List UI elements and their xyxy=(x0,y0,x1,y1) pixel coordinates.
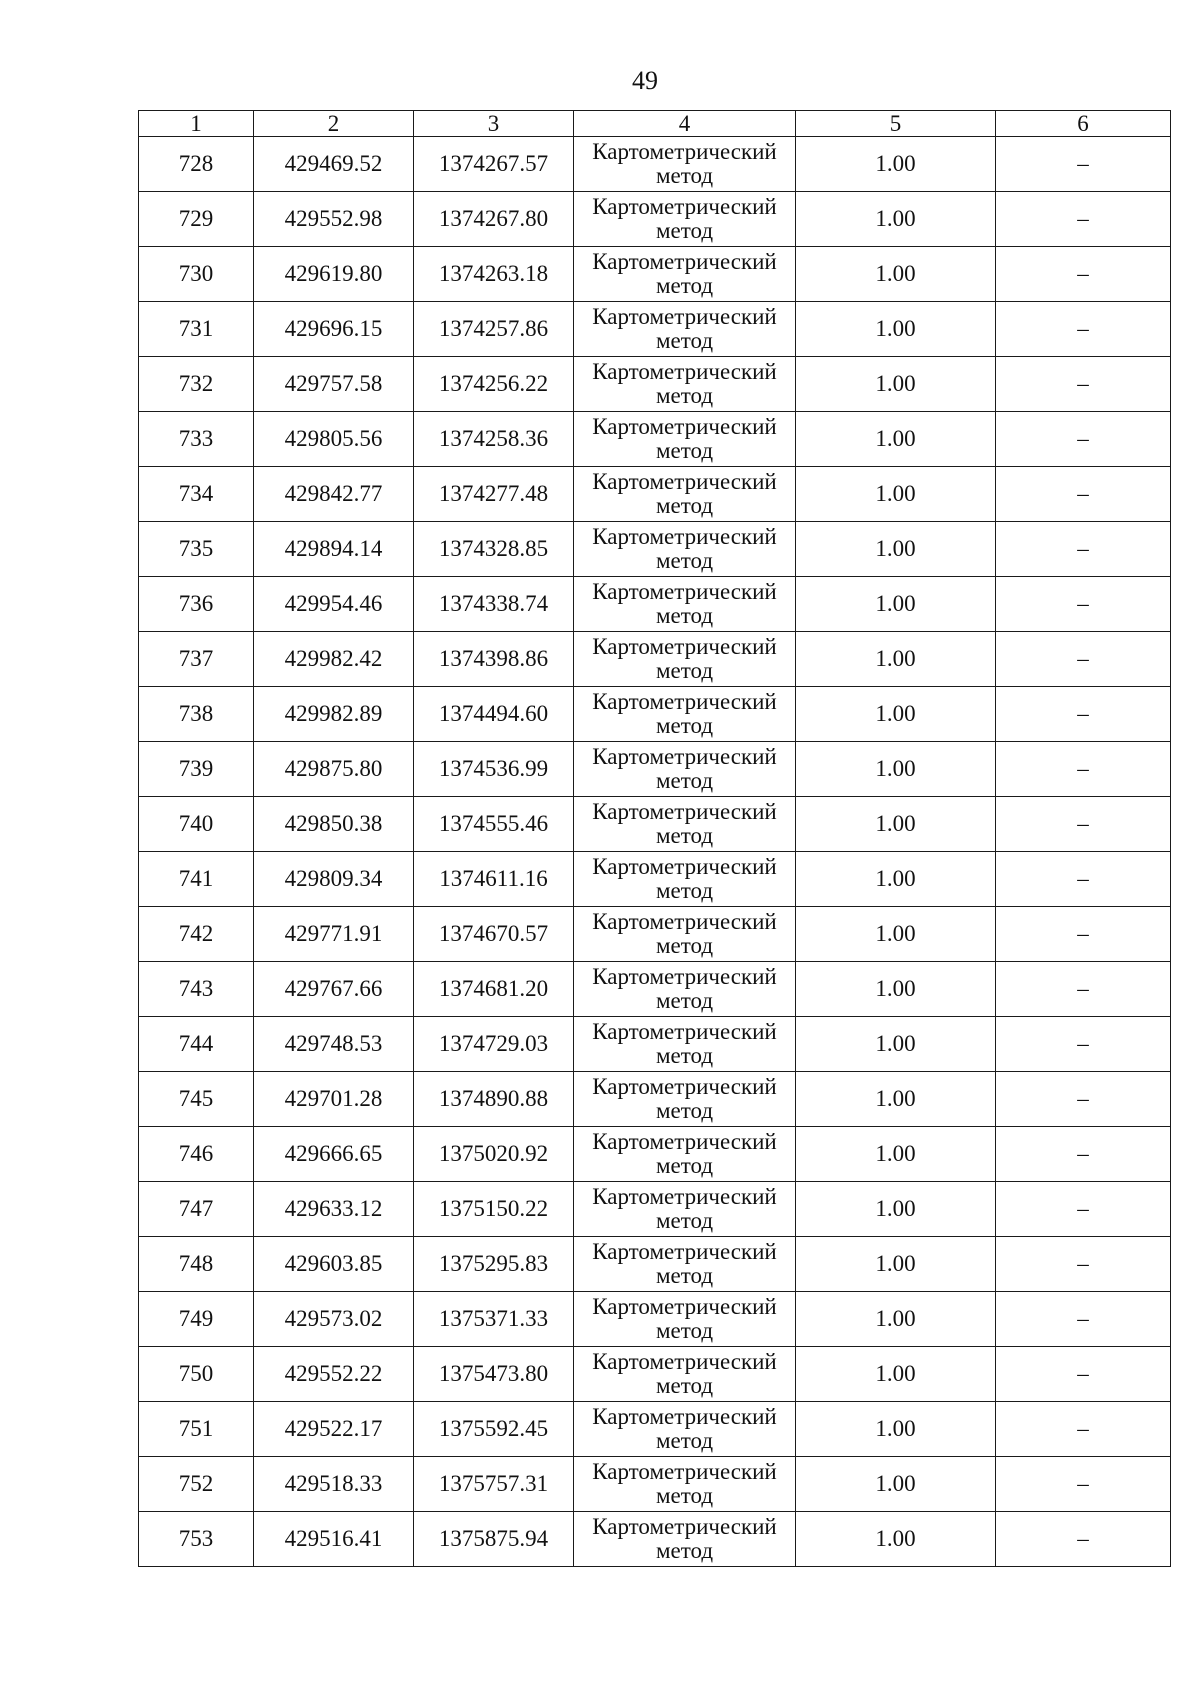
method-line-1: Картометрический xyxy=(592,909,777,934)
accuracy-cell: 1.00 xyxy=(796,192,996,247)
method-line-2: метод xyxy=(655,438,714,463)
method-line-1: Картометрический xyxy=(592,194,777,219)
accuracy-cell: 1.00 xyxy=(796,1182,996,1237)
y-coordinate-cell: 1375295.83 xyxy=(414,1237,574,1292)
method-line-1: Картометрический xyxy=(592,799,777,824)
accuracy-cell: 1.00 xyxy=(796,137,996,192)
method-line-1: Картометрический xyxy=(592,249,777,274)
y-coordinate-cell: 1375371.33 xyxy=(414,1292,574,1347)
note-cell: – xyxy=(996,357,1171,412)
method-line-1: Картометрический xyxy=(592,1129,777,1154)
x-coordinate-cell: 429875.80 xyxy=(254,742,414,797)
point-number-cell: 744 xyxy=(139,1017,254,1072)
table-row xyxy=(139,962,1171,1017)
point-number-cell: 735 xyxy=(139,522,254,577)
table-row xyxy=(139,412,1171,467)
point-number-cell: 731 xyxy=(139,302,254,357)
table-row xyxy=(139,1237,1171,1292)
note-cell: – xyxy=(996,907,1171,962)
note-cell: – xyxy=(996,247,1171,302)
method-line-1: Картометрический xyxy=(592,1404,777,1429)
accuracy-cell: 1.00 xyxy=(796,357,996,412)
method-line-1: Картометрический xyxy=(592,139,777,164)
method-cell xyxy=(574,302,796,357)
accuracy-cell: 1.00 xyxy=(796,412,996,467)
coordinates-table xyxy=(138,110,1171,1567)
table-row xyxy=(139,467,1171,522)
point-number-cell: 733 xyxy=(139,412,254,467)
method-line-2: метод xyxy=(655,1153,714,1178)
x-coordinate-cell: 429633.12 xyxy=(254,1182,414,1237)
y-coordinate-cell: 1375875.94 xyxy=(414,1512,574,1567)
y-coordinate-cell: 1374729.03 xyxy=(414,1017,574,1072)
accuracy-cell: 1.00 xyxy=(796,1347,996,1402)
point-number-cell: 745 xyxy=(139,1072,254,1127)
accuracy-cell: 1.00 xyxy=(796,687,996,742)
accuracy-cell: 1.00 xyxy=(796,852,996,907)
accuracy-cell: 1.00 xyxy=(796,1237,996,1292)
method-line-1: Картометрический xyxy=(592,1184,777,1209)
x-coordinate-cell: 429757.58 xyxy=(254,357,414,412)
method-line-1: Картометрический xyxy=(592,524,777,549)
method-line-2: метод xyxy=(655,1373,714,1398)
point-number-cell: 734 xyxy=(139,467,254,522)
point-number-cell: 751 xyxy=(139,1402,254,1457)
x-coordinate-cell: 429771.91 xyxy=(254,907,414,962)
method-cell xyxy=(574,797,796,852)
method-line-1: Картометрический xyxy=(592,1294,777,1319)
x-coordinate-cell: 429573.02 xyxy=(254,1292,414,1347)
method-line-2: метод xyxy=(655,218,714,243)
table-row xyxy=(139,1182,1171,1237)
point-number-cell: 741 xyxy=(139,852,254,907)
x-coordinate-cell: 429518.33 xyxy=(254,1457,414,1512)
accuracy-cell: 1.00 xyxy=(796,1127,996,1182)
accuracy-cell: 1.00 xyxy=(796,467,996,522)
table-row xyxy=(139,1457,1171,1512)
point-number-cell: 742 xyxy=(139,907,254,962)
method-line-1: Картометрический xyxy=(592,1514,777,1539)
method-cell xyxy=(574,1072,796,1127)
table-row xyxy=(139,1512,1171,1567)
table-row xyxy=(139,797,1171,852)
method-cell xyxy=(574,1402,796,1457)
table-row xyxy=(139,632,1171,687)
note-cell: – xyxy=(996,1182,1171,1237)
y-coordinate-cell: 1374494.60 xyxy=(414,687,574,742)
x-coordinate-cell: 429552.22 xyxy=(254,1347,414,1402)
method-cell xyxy=(574,687,796,742)
note-cell: – xyxy=(996,1292,1171,1347)
note-cell: – xyxy=(996,632,1171,687)
y-coordinate-cell: 1374267.57 xyxy=(414,137,574,192)
y-coordinate-cell: 1375473.80 xyxy=(414,1347,574,1402)
method-line-1: Картометрический xyxy=(592,744,777,769)
table-body xyxy=(139,137,1171,1567)
y-coordinate-cell: 1374328.85 xyxy=(414,522,574,577)
header-cell: 6 xyxy=(996,111,1171,137)
x-coordinate-cell: 429701.28 xyxy=(254,1072,414,1127)
method-line-2: метод xyxy=(655,1483,714,1508)
method-line-2: метод xyxy=(655,1098,714,1123)
x-coordinate-cell: 429982.42 xyxy=(254,632,414,687)
note-cell: – xyxy=(996,742,1171,797)
method-line-2: метод xyxy=(655,1318,714,1343)
table-row xyxy=(139,1072,1171,1127)
point-number-cell: 728 xyxy=(139,137,254,192)
method-cell xyxy=(574,1237,796,1292)
method-line-2: метод xyxy=(655,1538,714,1563)
x-coordinate-cell: 429666.65 xyxy=(254,1127,414,1182)
method-line-1: Картометрический xyxy=(592,469,777,494)
note-cell: – xyxy=(996,1237,1171,1292)
note-cell: – xyxy=(996,1017,1171,1072)
method-line-2: метод xyxy=(655,1263,714,1288)
point-number-cell: 749 xyxy=(139,1292,254,1347)
y-coordinate-cell: 1374258.36 xyxy=(414,412,574,467)
x-coordinate-cell: 429748.53 xyxy=(254,1017,414,1072)
table-row xyxy=(139,1017,1171,1072)
x-coordinate-cell: 429469.52 xyxy=(254,137,414,192)
note-cell: – xyxy=(996,412,1171,467)
note-cell: – xyxy=(996,1072,1171,1127)
method-line-1: Картометрический xyxy=(592,1074,777,1099)
point-number-cell: 747 xyxy=(139,1182,254,1237)
point-number-cell: 732 xyxy=(139,357,254,412)
y-coordinate-cell: 1374256.22 xyxy=(414,357,574,412)
page-number: 49 xyxy=(632,66,658,95)
x-coordinate-cell: 429954.46 xyxy=(254,577,414,632)
y-coordinate-cell: 1374890.88 xyxy=(414,1072,574,1127)
x-coordinate-cell: 429516.41 xyxy=(254,1512,414,1567)
method-cell xyxy=(574,962,796,1017)
method-line-1: Картометрический xyxy=(592,689,777,714)
method-cell xyxy=(574,852,796,907)
point-number-cell: 730 xyxy=(139,247,254,302)
y-coordinate-cell: 1374277.48 xyxy=(414,467,574,522)
table-row xyxy=(139,357,1171,412)
point-number-cell: 750 xyxy=(139,1347,254,1402)
method-cell xyxy=(574,742,796,797)
note-cell: – xyxy=(996,962,1171,1017)
method-cell xyxy=(574,137,796,192)
x-coordinate-cell: 429982.89 xyxy=(254,687,414,742)
note-cell: – xyxy=(996,1347,1171,1402)
y-coordinate-cell: 1374267.80 xyxy=(414,192,574,247)
method-line-1: Картометрический xyxy=(592,304,777,329)
point-number-cell: 729 xyxy=(139,192,254,247)
y-coordinate-cell: 1374263.18 xyxy=(414,247,574,302)
y-coordinate-cell: 1374398.86 xyxy=(414,632,574,687)
x-coordinate-cell: 429894.14 xyxy=(254,522,414,577)
method-cell xyxy=(574,412,796,467)
method-line-2: метод xyxy=(655,493,714,518)
y-coordinate-cell: 1375757.31 xyxy=(414,1457,574,1512)
y-coordinate-cell: 1374257.86 xyxy=(414,302,574,357)
method-line-1: Картометрический xyxy=(592,414,777,439)
table-row xyxy=(139,247,1171,302)
method-line-2: метод xyxy=(655,383,714,408)
accuracy-cell: 1.00 xyxy=(796,247,996,302)
y-coordinate-cell: 1374338.74 xyxy=(414,577,574,632)
method-line-2: метод xyxy=(655,823,714,848)
y-coordinate-cell: 1375150.22 xyxy=(414,1182,574,1237)
accuracy-cell: 1.00 xyxy=(796,1512,996,1567)
method-cell xyxy=(574,467,796,522)
table-row xyxy=(139,907,1171,962)
x-coordinate-cell: 429552.98 xyxy=(254,192,414,247)
x-coordinate-cell: 429619.80 xyxy=(254,247,414,302)
accuracy-cell: 1.00 xyxy=(796,1402,996,1457)
table-row xyxy=(139,192,1171,247)
method-cell xyxy=(574,357,796,412)
y-coordinate-cell: 1374670.57 xyxy=(414,907,574,962)
note-cell: – xyxy=(996,467,1171,522)
y-coordinate-cell: 1374681.20 xyxy=(414,962,574,1017)
accuracy-cell: 1.00 xyxy=(796,1017,996,1072)
method-line-1: Картометрический xyxy=(592,854,777,879)
method-line-2: метод xyxy=(655,658,714,683)
method-line-1: Картометрический xyxy=(592,1349,777,1374)
accuracy-cell: 1.00 xyxy=(796,962,996,1017)
y-coordinate-cell: 1375592.45 xyxy=(414,1402,574,1457)
header-cell: 1 xyxy=(139,111,254,137)
point-number-cell: 752 xyxy=(139,1457,254,1512)
x-coordinate-cell: 429603.85 xyxy=(254,1237,414,1292)
method-line-1: Картометрический xyxy=(592,359,777,384)
point-number-cell: 738 xyxy=(139,687,254,742)
header-cell: 5 xyxy=(796,111,996,137)
point-number-cell: 740 xyxy=(139,797,254,852)
method-cell xyxy=(574,1017,796,1072)
method-cell xyxy=(574,907,796,962)
table-row xyxy=(139,687,1171,742)
method-cell xyxy=(574,1512,796,1567)
header-cell: 3 xyxy=(414,111,574,137)
note-cell: – xyxy=(996,522,1171,577)
accuracy-cell: 1.00 xyxy=(796,1072,996,1127)
method-line-2: метод xyxy=(655,878,714,903)
method-cell xyxy=(574,1292,796,1347)
table-row xyxy=(139,522,1171,577)
method-cell xyxy=(574,192,796,247)
method-line-1: Картометрический xyxy=(592,1019,777,1044)
table-row xyxy=(139,742,1171,797)
table-row xyxy=(139,1127,1171,1182)
header-row xyxy=(139,111,1171,137)
x-coordinate-cell: 429522.17 xyxy=(254,1402,414,1457)
method-line-2: метод xyxy=(655,1428,714,1453)
table-row xyxy=(139,1292,1171,1347)
accuracy-cell: 1.00 xyxy=(796,907,996,962)
note-cell: – xyxy=(996,1457,1171,1512)
note-cell: – xyxy=(996,797,1171,852)
x-coordinate-cell: 429696.15 xyxy=(254,302,414,357)
method-line-2: метод xyxy=(655,163,714,188)
method-line-1: Картометрический xyxy=(592,634,777,659)
accuracy-cell: 1.00 xyxy=(796,302,996,357)
method-line-2: метод xyxy=(655,1208,714,1233)
header-cell: 2 xyxy=(254,111,414,137)
method-cell xyxy=(574,1457,796,1512)
note-cell: – xyxy=(996,1512,1171,1567)
x-coordinate-cell: 429809.34 xyxy=(254,852,414,907)
method-cell xyxy=(574,247,796,302)
method-line-2: метод xyxy=(655,768,714,793)
table-row xyxy=(139,137,1171,192)
table-row xyxy=(139,302,1171,357)
accuracy-cell: 1.00 xyxy=(796,1457,996,1512)
method-line-2: метод xyxy=(655,713,714,738)
accuracy-cell: 1.00 xyxy=(796,577,996,632)
header-cell: 4 xyxy=(574,111,796,137)
x-coordinate-cell: 429805.56 xyxy=(254,412,414,467)
method-line-1: Картометрический xyxy=(592,1239,777,1264)
x-coordinate-cell: 429850.38 xyxy=(254,797,414,852)
method-line-1: Картометрический xyxy=(592,964,777,989)
accuracy-cell: 1.00 xyxy=(796,1292,996,1347)
table-row xyxy=(139,1347,1171,1402)
method-line-2: метод xyxy=(655,328,714,353)
method-line-2: метод xyxy=(655,603,714,628)
method-line-2: метод xyxy=(655,988,714,1013)
method-line-1: Картометрический xyxy=(592,579,777,604)
note-cell: – xyxy=(996,192,1171,247)
y-coordinate-cell: 1374611.16 xyxy=(414,852,574,907)
table-row xyxy=(139,852,1171,907)
note-cell: – xyxy=(996,577,1171,632)
method-line-2: метод xyxy=(655,1043,714,1068)
y-coordinate-cell: 1374555.46 xyxy=(414,797,574,852)
table-row xyxy=(139,577,1171,632)
table-row xyxy=(139,1402,1171,1457)
note-cell: – xyxy=(996,1402,1171,1457)
method-cell xyxy=(574,632,796,687)
method-line-1: Картометрический xyxy=(592,1459,777,1484)
method-line-2: метод xyxy=(655,548,714,573)
note-cell: – xyxy=(996,302,1171,357)
accuracy-cell: 1.00 xyxy=(796,797,996,852)
point-number-cell: 736 xyxy=(139,577,254,632)
point-number-cell: 739 xyxy=(139,742,254,797)
note-cell: – xyxy=(996,137,1171,192)
point-number-cell: 743 xyxy=(139,962,254,1017)
method-cell xyxy=(574,577,796,632)
point-number-cell: 746 xyxy=(139,1127,254,1182)
method-line-2: метод xyxy=(655,933,714,958)
accuracy-cell: 1.00 xyxy=(796,632,996,687)
y-coordinate-cell: 1374536.99 xyxy=(414,742,574,797)
note-cell: – xyxy=(996,852,1171,907)
method-cell xyxy=(574,1347,796,1402)
method-cell xyxy=(574,1182,796,1237)
note-cell: – xyxy=(996,687,1171,742)
accuracy-cell: 1.00 xyxy=(796,742,996,797)
method-cell xyxy=(574,1127,796,1182)
note-cell: – xyxy=(996,1127,1171,1182)
point-number-cell: 737 xyxy=(139,632,254,687)
accuracy-cell: 1.00 xyxy=(796,522,996,577)
x-coordinate-cell: 429842.77 xyxy=(254,467,414,522)
y-coordinate-cell: 1375020.92 xyxy=(414,1127,574,1182)
x-coordinate-cell: 429767.66 xyxy=(254,962,414,1017)
point-number-cell: 753 xyxy=(139,1512,254,1567)
method-cell xyxy=(574,522,796,577)
point-number-cell: 748 xyxy=(139,1237,254,1292)
method-line-2: метод xyxy=(655,273,714,298)
